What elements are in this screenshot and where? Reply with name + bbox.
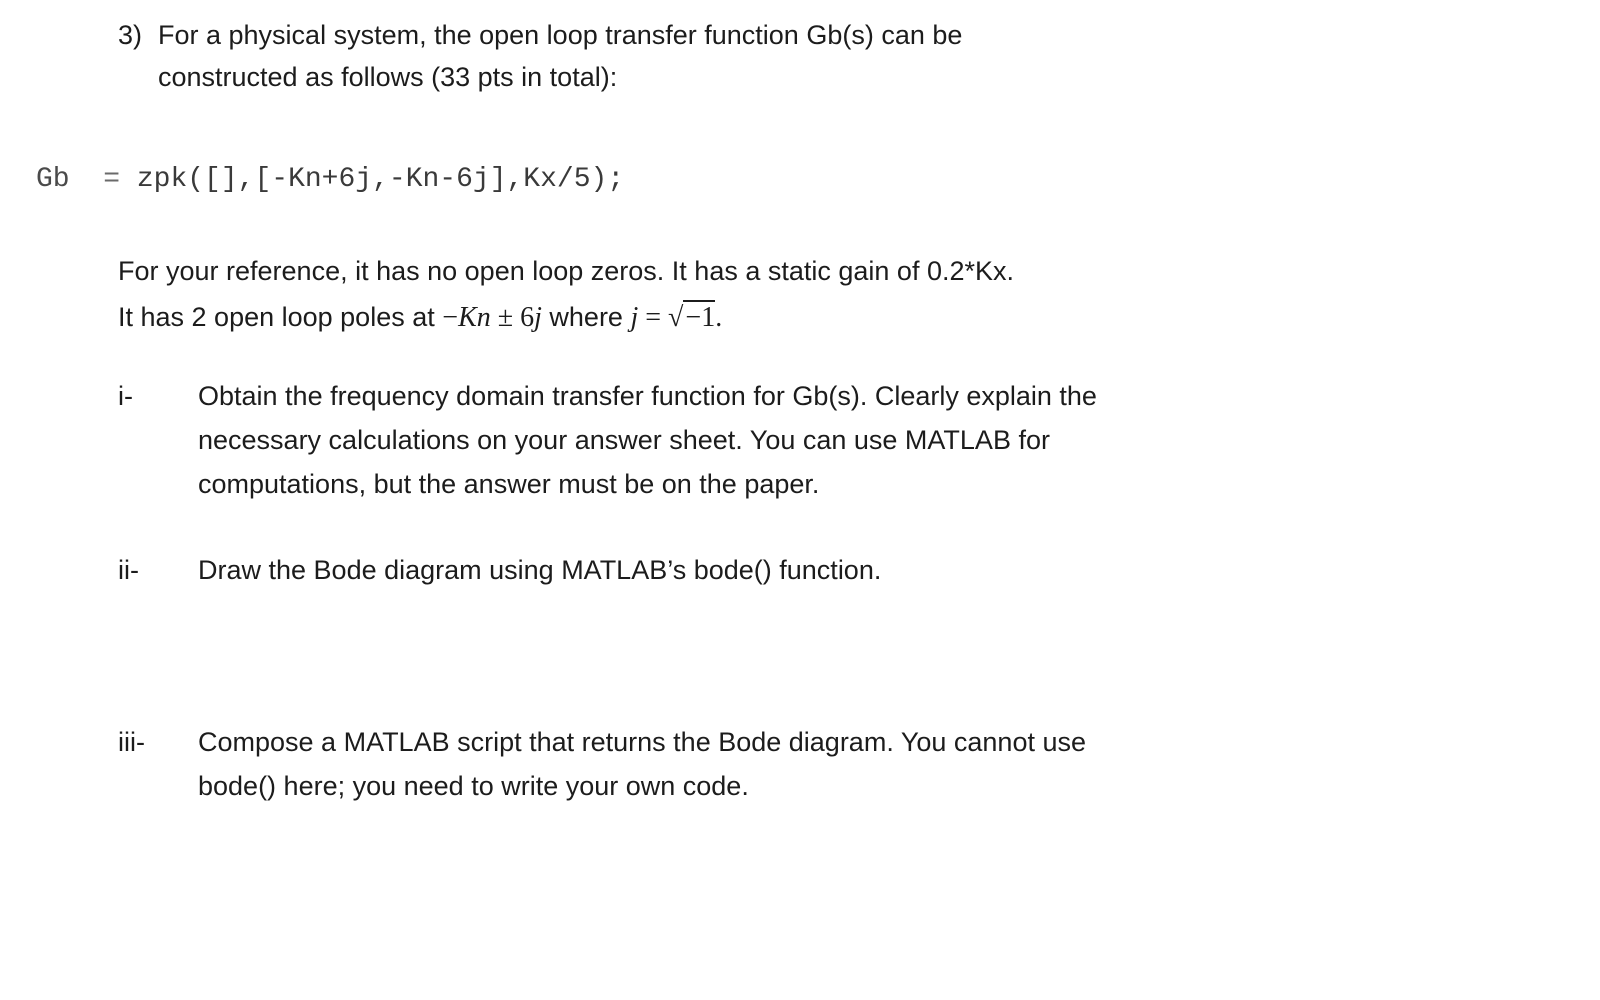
j-definition (630, 302, 722, 333)
code-expression: zpk([],[-Kn+6j,-Kn-6j],Kx/5); (136, 164, 625, 195)
sqrt-expression (668, 295, 715, 341)
sqrt-symbol: √ (668, 302, 684, 333)
kn-symbol: Kn (458, 302, 491, 333)
subquestion-label: i- (118, 381, 133, 411)
subquestion-text: Draw the Bode diagram using MATLAB’s bode() function. (198, 555, 882, 585)
subquestion-i (118, 374, 1118, 506)
problem-intro-text-1: For a physical system, the open loop transfer function Gb(s) can be (158, 20, 963, 50)
code-variable: Gb (36, 164, 70, 195)
math-period: . (715, 302, 723, 333)
minus-sign: − (442, 302, 459, 333)
subquestion-text: Obtain the frequency domain transfer function for Gb(s). Clearly explain the necessary calculations on your answer sheet. You can use MATLAB for computations, but the answer must be on the paper. (198, 381, 1097, 499)
where-text: where (541, 302, 631, 332)
poles-expression (442, 302, 542, 333)
subquestion-ii (118, 548, 1118, 592)
sqrt-argument: −1 (685, 302, 716, 333)
j-symbol: j (630, 302, 639, 333)
subquestion-label: ii- (118, 555, 139, 585)
plus-minus-six: ± 6 (490, 302, 535, 333)
problem-intro-line-2: constructed as follows (33 pts in total): (158, 62, 618, 92)
matlab-code-line (36, 164, 624, 195)
reference-line-2-prefix: It has 2 open loop poles at (118, 302, 435, 332)
reference-line-1: For your reference, it has no open loop zeros. It has a static gain of 0.2*Kx. (118, 256, 1014, 286)
problem-number: 3) (118, 20, 143, 50)
reference-paragraph (118, 248, 1118, 341)
subquestion-label: iii- (118, 727, 145, 757)
code-equals: = (103, 164, 121, 195)
reference-line-2 (118, 294, 1118, 341)
subquestion-text: Compose a MATLAB script that returns the Bode diagram. You cannot use bode() here; you need to write your own code. (198, 727, 1086, 801)
problem-intro (118, 14, 1098, 98)
j-symbol-imag: j (534, 302, 542, 333)
subquestion-iii (118, 720, 1118, 808)
problem-intro-line-1 (118, 14, 1098, 56)
math-equals: = (638, 302, 669, 333)
